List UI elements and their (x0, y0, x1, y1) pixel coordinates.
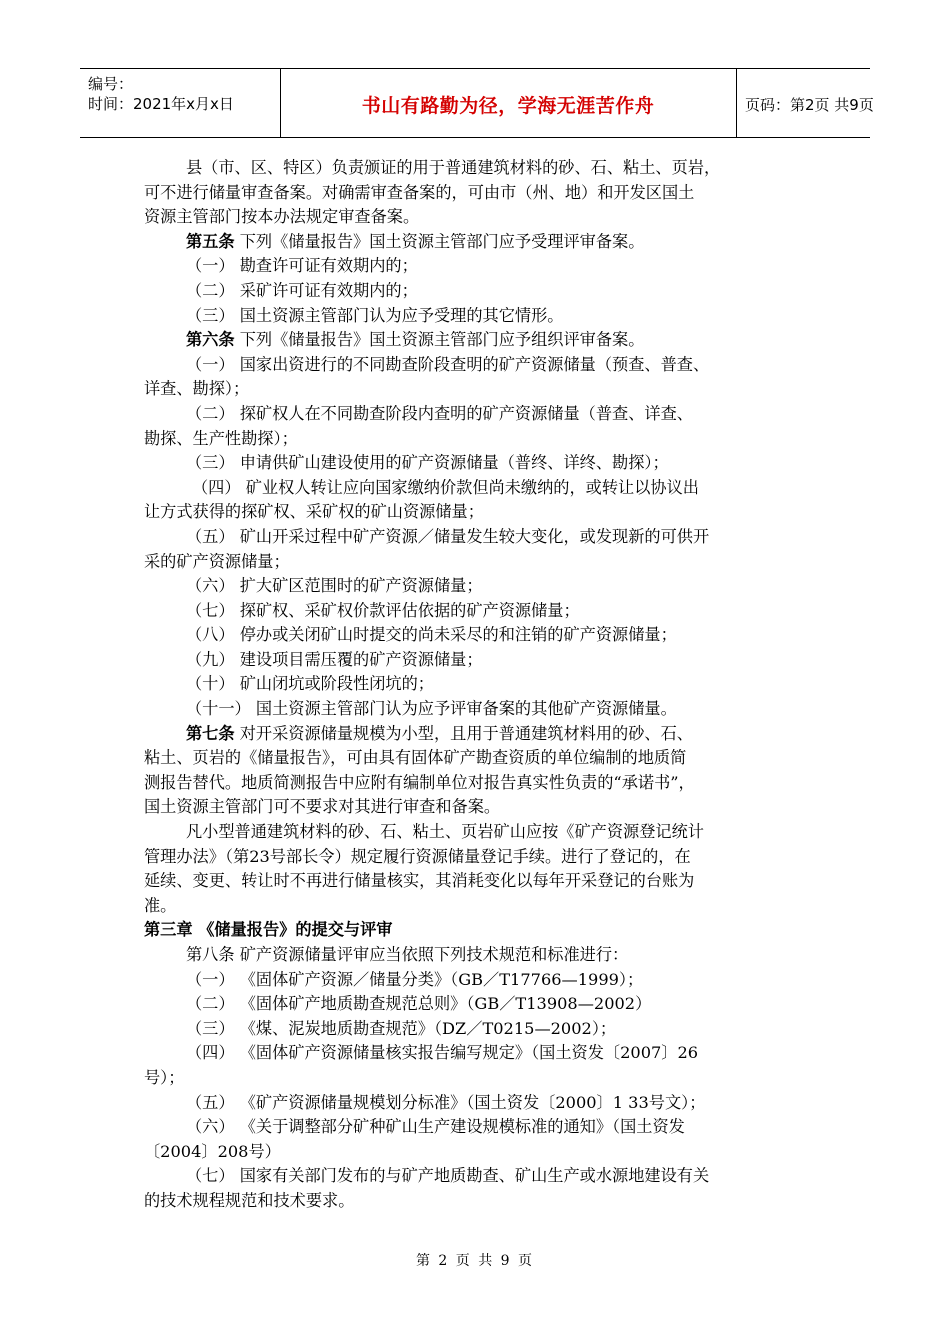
paragraph-line (144, 1164, 804, 1189)
article-heading: 第七条 (186, 723, 235, 743)
line-text: 勘探、生产性勘探）； (144, 428, 298, 448)
paragraph-line (144, 968, 804, 993)
line-text: 可不进行储量审查备案。对确需审查备案的，可由市（州、地）和开发区国土 (144, 182, 695, 202)
line-text: （二） 《固体矿产地质勘查规范总则》（GB／T13908—2002） (186, 994, 652, 1014)
paragraph-line (144, 353, 804, 378)
line-text: 第八条 矿产资源储量评审应当依照下列技术规范和标准进行： (186, 945, 629, 964)
paragraph-line (144, 869, 804, 894)
paragraph-line (144, 304, 804, 329)
line-text: 下列《储量报告》国土资源主管部门应予受理评审备案。 (234, 231, 645, 251)
article-heading: 第五条 (186, 231, 235, 251)
paragraph-line (144, 1066, 804, 1091)
paragraph-line (144, 771, 804, 796)
line-text: 采的矿产资源储量； (144, 551, 290, 571)
article-heading: 第三章 《储量报告》的提交与评审 (144, 920, 393, 940)
line-text: 〔2004〕208号） (144, 1141, 281, 1161)
paragraph-line (144, 1115, 804, 1140)
line-text: 粘土、页岩的《储量报告》，可由具有固体矿产勘查资质的单位编制的地质简 (144, 748, 687, 768)
paragraph-line (144, 722, 804, 747)
header-meta-cell (80, 69, 281, 137)
header-page-info: 页码：第2页 共9页 (745, 96, 874, 114)
paragraph-line (144, 451, 804, 476)
header-page-cell (737, 69, 874, 137)
document-time-label: 时间：2021年x月x日 (88, 95, 234, 113)
line-text: （五） 矿山开采过程中矿产资源／储量发生较大变化，或发现新的可供开 (186, 526, 710, 546)
line-text: 的技术规程规范和技术要求。 (144, 1190, 355, 1210)
line-text: （八） 停办或关闭矿山时提交的尚未采尽的和注销的矿产资源储量； (186, 625, 677, 645)
paragraph-line (144, 328, 804, 353)
line-text: 资源主管部门按本办法规定审查备案。 (144, 207, 420, 227)
paragraph-line (144, 795, 804, 820)
paragraph-line (144, 943, 804, 968)
paragraph-line (144, 1041, 804, 1066)
paragraph-line (144, 205, 804, 230)
line-text: 下列《储量报告》国土资源主管部门应予组织评审备案。 (234, 330, 645, 350)
document-body (144, 156, 804, 1214)
paragraph-line (144, 1140, 804, 1165)
line-text: 测报告替代。地质简测报告中应附有编制单位对报告真实性负责的“承诺书”， (144, 772, 695, 792)
article-heading: 第六条 (186, 330, 235, 350)
paragraph-line (144, 254, 804, 279)
line-text: 详查、勘探）； (144, 379, 250, 399)
paragraph-line (144, 918, 804, 943)
line-text: （六） 扩大矿区范围时的矿产资源储量； (186, 576, 483, 596)
line-text: （七） 探矿权、采矿权价款评估依据的矿产资源储量； (186, 600, 580, 620)
paragraph-line (144, 672, 804, 697)
paragraph-line (144, 279, 804, 304)
paragraph-line (144, 181, 804, 206)
paragraph-line (144, 623, 804, 648)
paragraph-line (144, 992, 804, 1017)
line-text: 准。 (144, 895, 177, 915)
page-footer: 第 2 页 共 9 页 (415, 1253, 535, 1269)
paragraph-line (144, 377, 804, 402)
line-text: 管理办法》（第23号部长令）规定履行资源储量登记手续。进行了登记的，在 (144, 846, 691, 866)
line-text: （三） 申请供矿山建设使用的矿产资源储量（普终、详终、勘探）； (186, 453, 669, 473)
paragraph-line (144, 894, 804, 919)
line-text: （二） 探矿权人在不同勘查阶段内查明的矿产资源储量（普查、详查、 (186, 403, 693, 423)
paragraph-line (144, 1189, 804, 1214)
line-text: 号）； (144, 1067, 185, 1087)
line-text: 国土资源主管部门可不要求对其进行审查和备案。 (144, 797, 501, 817)
header-motto-cell (280, 69, 737, 137)
line-text: （一） 勘查许可证有效期内的； (186, 256, 418, 276)
line-text: （五） 《矿产资源储量规模划分标准》（国土资发〔2000〕1 33号文）； (186, 1092, 706, 1112)
header-motto: 书山有路勤为径，学海无涯苦作舟 (361, 95, 655, 117)
paragraph-line (144, 156, 804, 181)
paragraph-line (144, 525, 804, 550)
line-text: 让方式获得的探矿权、采矿权的矿山资源储量； (144, 502, 484, 522)
line-text: （三） 国土资源主管部门认为应予受理的其它情形。 (186, 305, 564, 325)
paragraph-line (144, 230, 804, 255)
paragraph-line (144, 476, 804, 501)
line-text: （六） 《关于调整部分矿种矿山生产建设规模标准的通知》（国土资发 (186, 1117, 685, 1137)
paragraph-line (144, 500, 804, 525)
paragraph-line (144, 402, 804, 427)
line-text: （十） 矿山闭坑或阶段性闭坑的； (186, 674, 434, 694)
line-text: （二） 采矿许可证有效期内的； (186, 280, 418, 300)
line-text: 凡小型普通建筑材料的砂、石、粘土、页岩矿山应按《矿产资源登记统计 (186, 822, 704, 842)
document-number-label: 编号： (88, 75, 134, 93)
paragraph-line (144, 820, 804, 845)
paragraph-line (144, 1017, 804, 1042)
paragraph-line (144, 574, 804, 599)
line-text: （四） 《固体矿产资源储量核实报告编写规定》（国土资发〔2007〕26 (186, 1043, 699, 1063)
line-text: （四） 矿业权人转让应向国家缴纳价款但尚未缴纳的，或转让以协议出 (192, 477, 699, 497)
paragraph-line (144, 648, 804, 673)
line-text: 县（市、区、特区）负责颁证的用于普通建筑材料的砂、石、粘土、页岩， (186, 158, 721, 177)
line-text: （七） 国家有关部门发布的与矿产地质勘查、矿山生产或水源地建设有关 (186, 1166, 710, 1186)
line-text: 延续、变更、转让时不再进行储量核实，其消耗变化以每年开采登记的台账为 (144, 871, 695, 891)
line-text: 对开采资源储量规模为小型，且用于普通建筑材料用的砂、石、 (234, 723, 693, 743)
paragraph-line (144, 550, 804, 575)
paragraph-line (144, 746, 804, 771)
paragraph-line (144, 599, 804, 624)
line-text: （十一） 国土资源主管部门认为应予评审备案的其他矿产资源储量。 (186, 699, 677, 719)
line-text: （一） 国家出资进行的不同勘查阶段查明的矿产资源储量（预查、普查、 (186, 354, 710, 374)
paragraph-line (144, 697, 804, 722)
paragraph-line (144, 845, 804, 870)
page-header (80, 68, 874, 138)
line-text: （一） 《固体矿产资源／储量分类》（GB／T17766—1999）； (186, 969, 644, 989)
line-text: （三） 《煤、泥炭地质勘查规范》（DZ／T0215—2002）； (186, 1018, 617, 1038)
line-text: （九） 建设项目需压覆的矿产资源储量； (186, 649, 483, 669)
paragraph-line (144, 1091, 804, 1116)
paragraph-line (144, 427, 804, 452)
